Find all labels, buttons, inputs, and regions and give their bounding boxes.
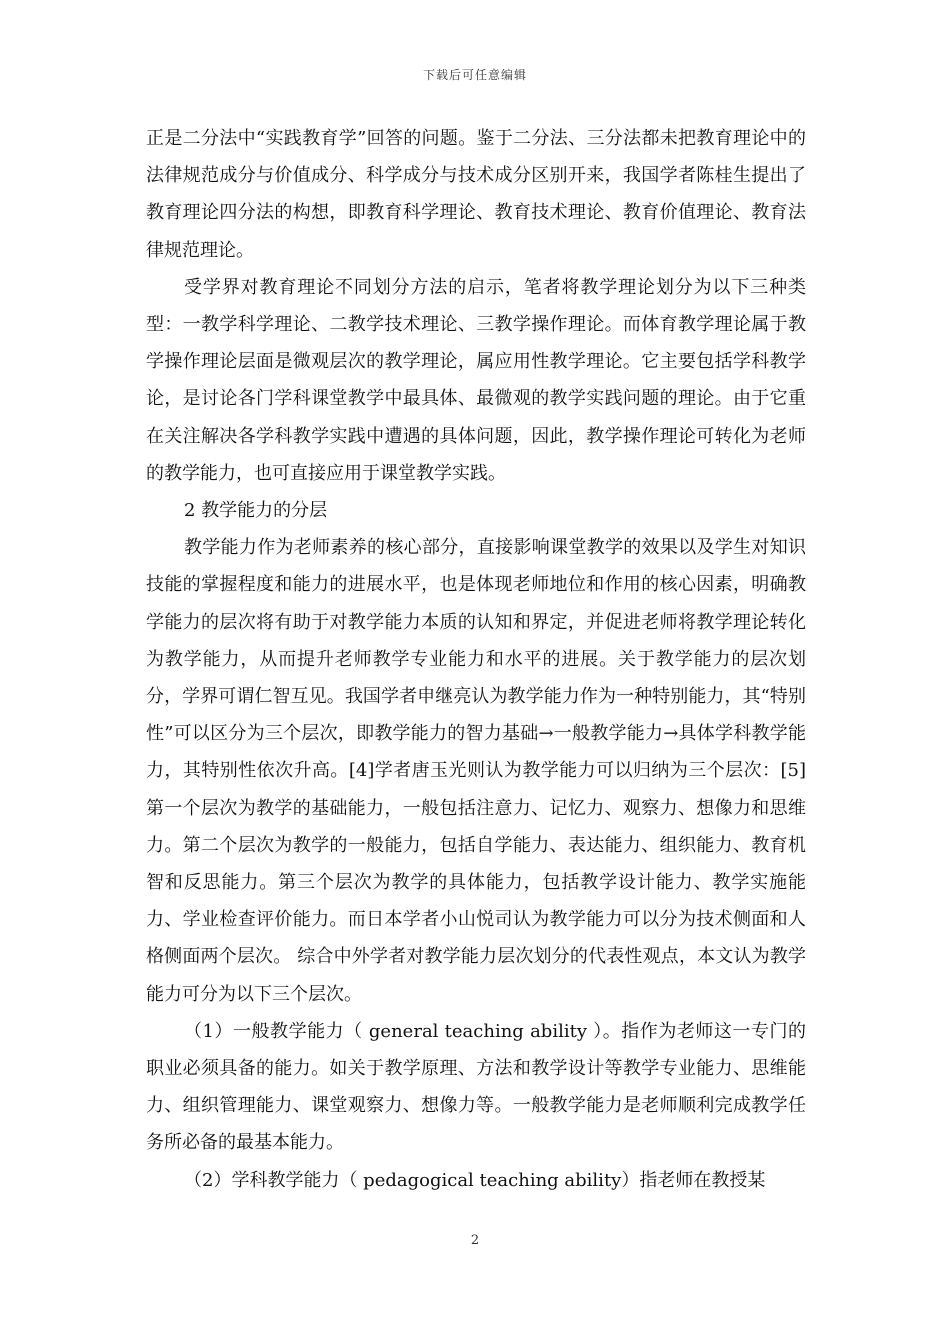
page-number: 2: [470, 1233, 480, 1248]
paragraph-general-ability: （1）一般教学能力（ general teaching ability ）。指作为老师这一专门的职业必须具备的能力。如关于教学原理、方法和教学设计等教学专业能力、思维能力、组织管理能力、课堂观察力、想像力等。一般教学能力是老师顺利完成教学任务所必备的最基本能力。: [146, 1020, 806, 1154]
page-header: 下载后可任意编辑: [422, 68, 527, 82]
section-heading: 2 教学能力的分层: [184, 500, 328, 522]
document-body: [146, 120, 806, 1199]
paragraph-teaching-theory-types: 受学界对教育理论不同划分方法的启示，笔者将教学理论划分为以下三种类型：一教学科学理论、二教学技术理论、三教学操作理论。而体育教学理论属于教学操作理论层面是微观层次的教学理论，属应用性教学理论。它主要包括学科教学论，是讨论各门学科课堂教学中最具体、最微观的教学实践问题的理论。由于它重在关注解决各学科教学实践中遭遇的具体问题，因此，教学操作理论可转化为老师的教学能力，也可直接应用于课堂教学实践。: [146, 276, 806, 484]
paragraph-ability-layers: 教学能力作为老师素养的核心部分，直接影响课堂教学的效果以及学生对知识技能的掌握程度和能力的进展水平，也是体现老师地位和作用的核心因素，明确教学能力的层次将有助于对教学能力本质的认知和界定，并促进老师将教学理论转化为教学能力，从而提升老师教学专业能力和水平的进展。关于教学能力的层次划分，学界可谓仁智互见。我国学者申继亮认为教学能力作为一种特别能力，其“特别性”可以区分为三个层次，即教学能力的智力基础→一般教学能力→具体学科教学能力，其特别性依次升高。[4]学者唐玉光则认为教学能力可以归纳为三个层次：[5]第一个层次为教学的基础能力，一般包括注意力、记忆力、观察力、想像力和思维力。第二个层次为教学的一般能力，包括自学能力、表达能力、组织能力、教育机智和反思能力。第三个层次为教学的具体能力，包括教学设计能力、教学实施能力、学业检查评价能力。而日本学者小山悦司认为教学能力可以分为技术侧面和人格侧面两个层次。 综合中外学者对教学能力层次划分的代表性观点，本文认为教学能力可分为以下三个层次。: [146, 537, 806, 1005]
paragraph-subject-ability: （2）学科教学能力（ pedagogical teaching ability）指老师在教授某: [184, 1169, 766, 1191]
paragraph-continuation: 正是二分法中“实践教育学”回答的问题。鉴于二分法、三分法都未把教育理论中的法律规范成分与价值成分、科学成分与技术成分区别开来，我国学者陈桂生提出了教育理论四分法的构想，即教育科学理论、教育技术理论、教育价值理论、教育法律规范理论。: [146, 128, 806, 261]
